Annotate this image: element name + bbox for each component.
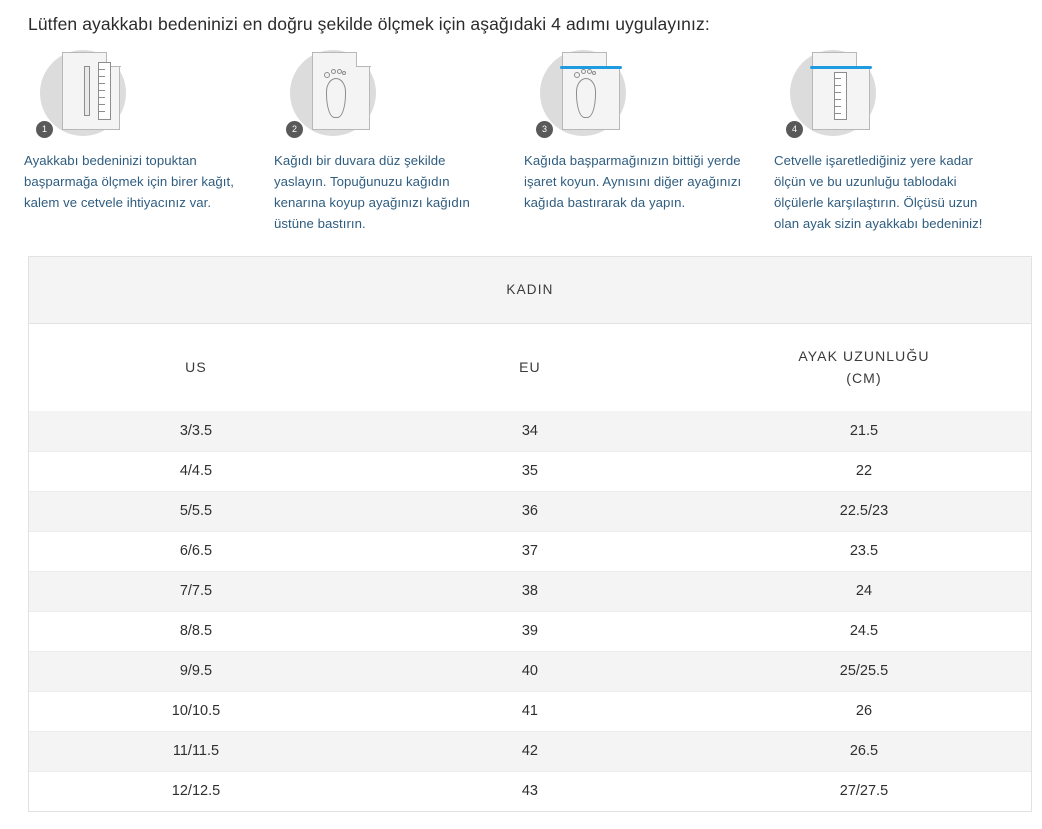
cell-eu: 43 (363, 771, 697, 811)
cell-us: 7/7.5 (29, 571, 363, 611)
column-header-eu: EU (363, 323, 697, 411)
ruler-measure-icon (774, 48, 904, 140)
column-header-foot-length-line2: (CM) (846, 370, 882, 387)
cell-foot-length: 22 (697, 451, 1031, 491)
table-row (29, 731, 1031, 771)
page-title: Lütfen ayakkabı bedeninizi en doğru şekilde ölçmek için aşağıdaki 4 adımı uygulayınız: (28, 14, 710, 34)
column-header-foot-length (697, 323, 1031, 411)
cell-eu: 41 (363, 691, 697, 731)
cell-eu: 39 (363, 611, 697, 651)
table-row (29, 411, 1031, 451)
cell-foot-length: 21.5 (697, 411, 1031, 451)
table-row (29, 451, 1031, 491)
foot-on-paper-icon (274, 48, 404, 140)
cell-us: 12/12.5 (29, 771, 363, 811)
cell-us: 9/9.5 (29, 651, 363, 691)
step-number: 3 (536, 121, 553, 138)
cell-eu: 36 (363, 491, 697, 531)
cell-us: 10/10.5 (29, 691, 363, 731)
table-header-row (29, 323, 1031, 411)
step-description: Cetvelle işaretlediğiniz yere kadar ölçün ve bu uzunluğu tablodaki ölçülerle karşılaştırın. Ölçüsü uzun olan ayak sizin ayakkabı bedeniniz! (774, 153, 983, 231)
step-description: Kağıdı bir duvara düz şekilde yaslayın. Topuğunuzu kağıdın kenarına koyup ayağınızı kağıdın üstüne bastırın. (274, 153, 470, 231)
cell-eu: 34 (363, 411, 697, 451)
table-row (29, 651, 1031, 691)
table-row (29, 611, 1031, 651)
cell-eu: 37 (363, 531, 697, 571)
step-number: 4 (786, 121, 803, 138)
column-header-foot-length-line1: AYAK UZUNLUĞU (798, 348, 930, 365)
cell-us: 5/5.5 (29, 491, 363, 531)
cell-foot-length: 23.5 (697, 531, 1031, 571)
table-row (29, 691, 1031, 731)
cell-us: 6/6.5 (29, 531, 363, 571)
column-header-us: US (29, 323, 363, 411)
cell-eu: 42 (363, 731, 697, 771)
step-description: Ayakkabı bedeninizi topuktan başparmağa ölçmek için birer kağıt, kalem ve cetvele ihtiyacınız var. (24, 153, 234, 210)
cell-foot-length: 22.5/23 (697, 491, 1031, 531)
step-item (24, 48, 274, 234)
cell-us: 11/11.5 (29, 731, 363, 771)
cell-foot-length: 24 (697, 571, 1031, 611)
table-row (29, 531, 1031, 571)
cell-us: 3/3.5 (29, 411, 363, 451)
foot-mark-line-icon (524, 48, 654, 140)
cell-foot-length: 27/27.5 (697, 771, 1031, 811)
table-row (29, 571, 1031, 611)
step-description: Kağıda başparmağınızın bittiği yerde işaret koyun. Aynısını diğer ayağınızı kağıda bastırarak da yapın. (524, 153, 742, 210)
cell-us: 8/8.5 (29, 611, 363, 651)
cell-us: 4/4.5 (29, 451, 363, 491)
steps-list (24, 48, 1024, 234)
step-number: 1 (36, 121, 53, 138)
table-title: KADIN (29, 257, 1031, 323)
step-number: 2 (286, 121, 303, 138)
paper-pencil-ruler-icon (24, 48, 154, 140)
table-row (29, 491, 1031, 531)
cell-foot-length: 25/25.5 (697, 651, 1031, 691)
cell-eu: 40 (363, 651, 697, 691)
table-title-row (29, 257, 1031, 323)
table-body (29, 411, 1031, 811)
step-item (274, 48, 524, 234)
table-row (29, 771, 1031, 811)
size-table (28, 256, 1032, 812)
step-item (774, 48, 1024, 234)
cell-foot-length: 26 (697, 691, 1031, 731)
cell-foot-length: 24.5 (697, 611, 1031, 651)
cell-eu: 38 (363, 571, 697, 611)
cell-eu: 35 (363, 451, 697, 491)
step-item (524, 48, 774, 234)
cell-foot-length: 26.5 (697, 731, 1031, 771)
